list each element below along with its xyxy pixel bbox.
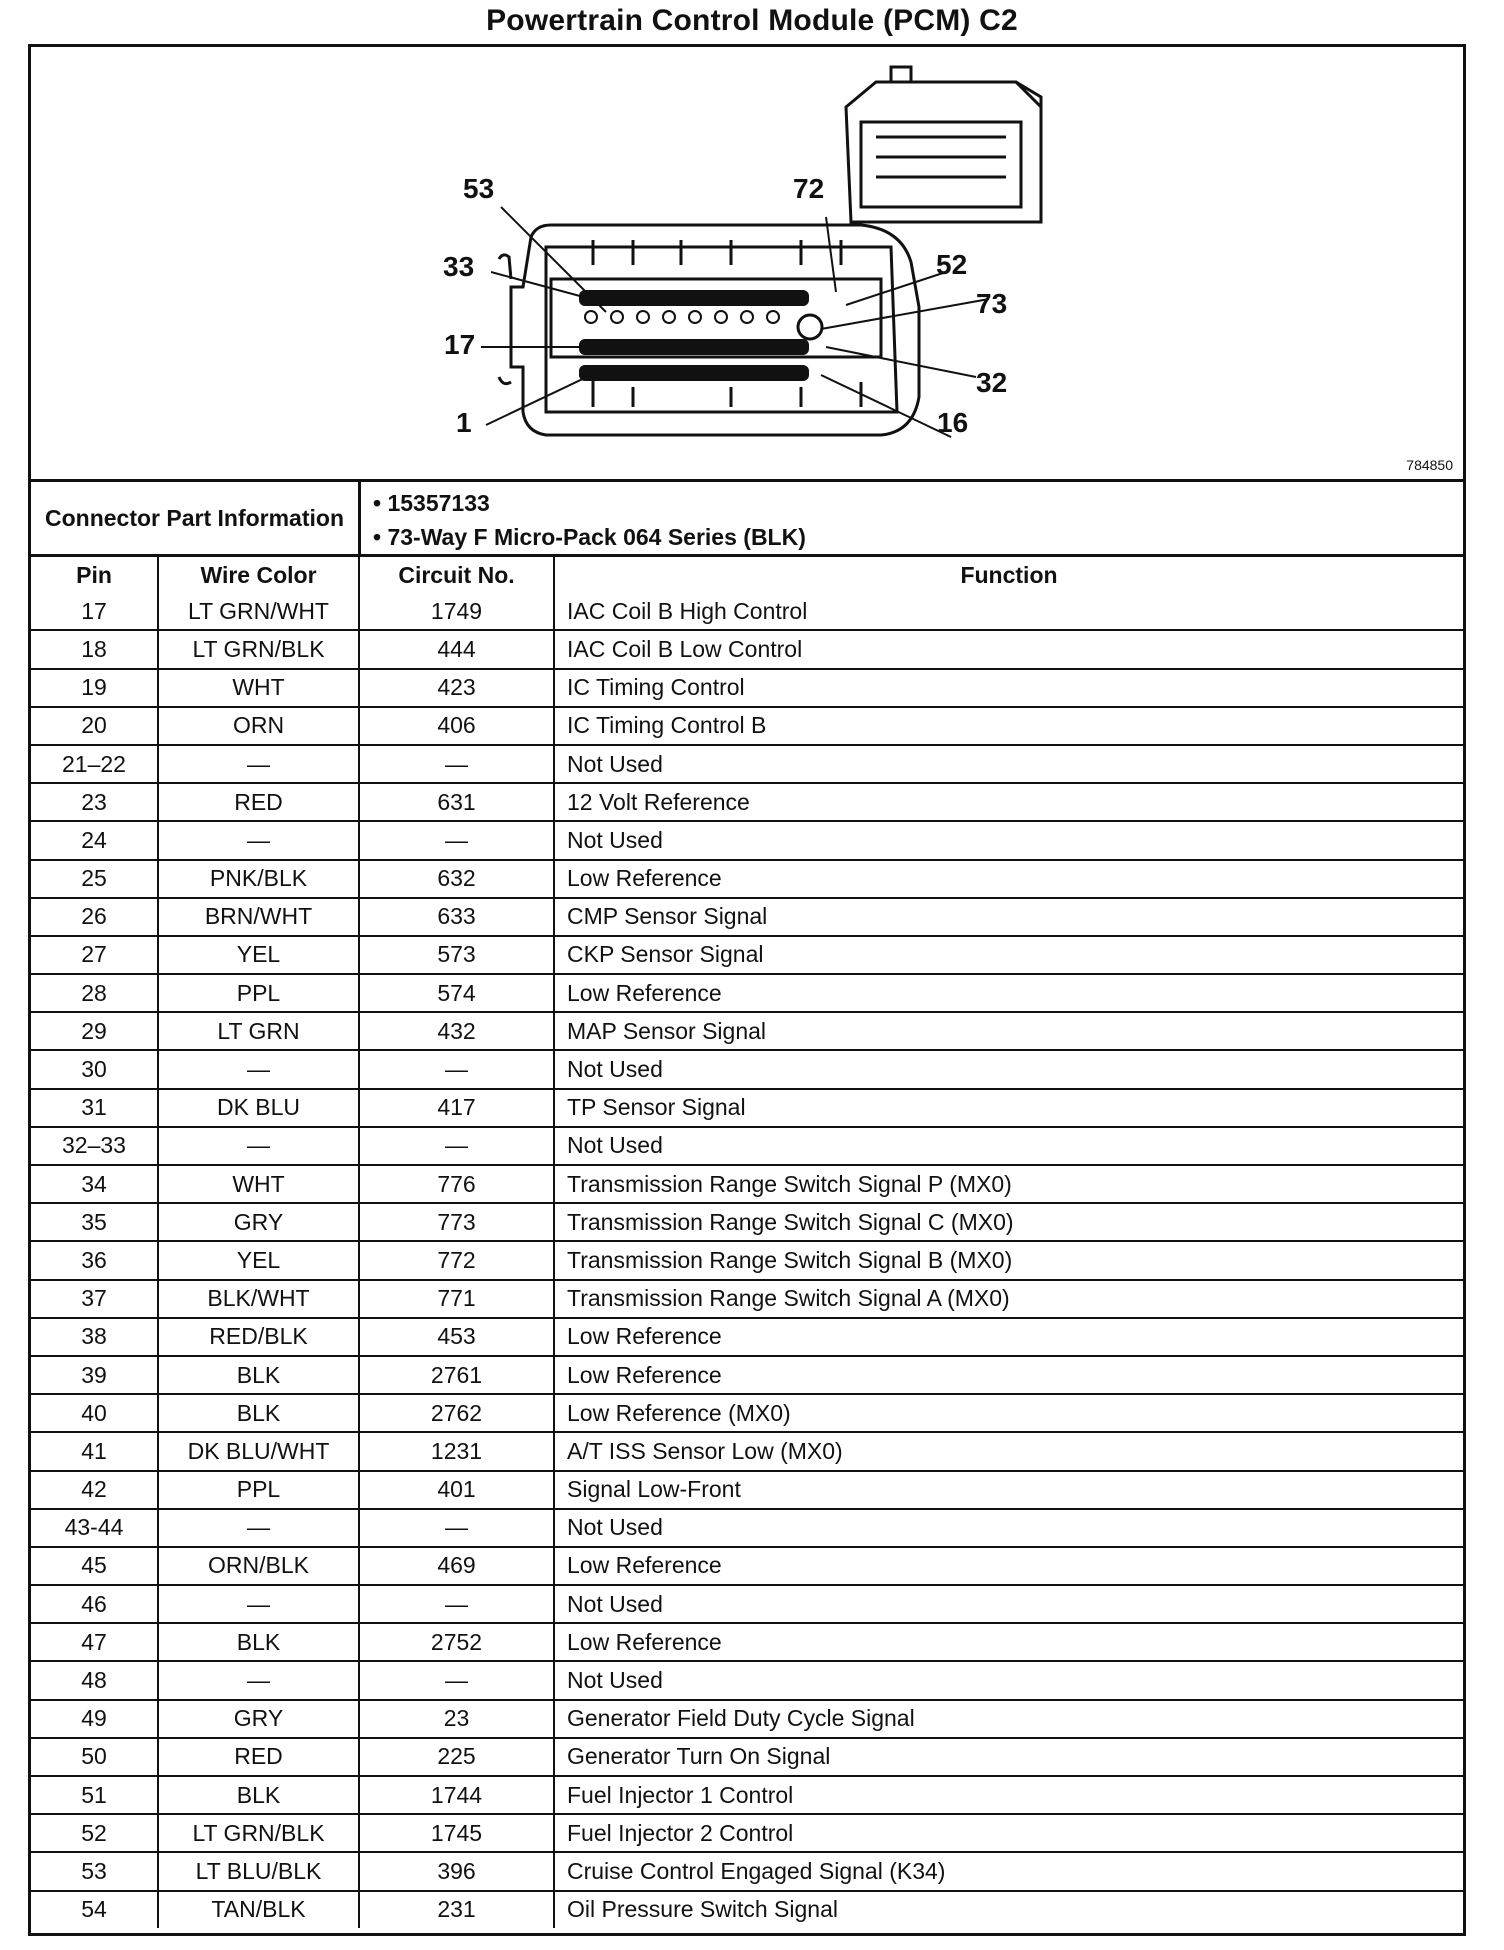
cell-wire-color: LT GRN/WHT — [158, 593, 359, 630]
cell-circuit-no: 1749 — [359, 593, 554, 630]
header-wire-color: Wire Color — [158, 557, 359, 593]
cell-function: Transmission Range Switch Signal C (MX0) — [554, 1203, 1463, 1241]
cell-pin: 29 — [31, 1012, 158, 1050]
table-row — [31, 1471, 1463, 1509]
cell-function: Not Used — [554, 1661, 1463, 1699]
cell-wire-color: — — [158, 1661, 359, 1699]
table-row — [31, 974, 1463, 1012]
cell-pin: 23 — [31, 783, 158, 821]
table-row — [31, 1623, 1463, 1661]
table-row — [31, 1203, 1463, 1241]
cell-function: MAP Sensor Signal — [554, 1012, 1463, 1050]
table-row — [31, 1127, 1463, 1165]
cell-circuit-no: 23 — [359, 1700, 554, 1738]
cell-function: Not Used — [554, 745, 1463, 783]
pin-label-73: 73 — [976, 288, 1008, 319]
cell-wire-color: LT GRN — [158, 1012, 359, 1050]
page-title: Powertrain Control Module (PCM) C2 — [486, 4, 1018, 37]
cell-circuit-no: 225 — [359, 1738, 554, 1776]
table-row — [31, 745, 1463, 783]
cell-function: Low Reference — [554, 860, 1463, 898]
cell-function: Transmission Range Switch Signal B (MX0) — [554, 1241, 1463, 1279]
cell-pin: 30 — [31, 1050, 158, 1088]
connector-diagram — [31, 47, 1463, 482]
table-row — [31, 669, 1463, 707]
cell-function: IAC Coil B Low Control — [554, 630, 1463, 668]
cell-wire-color: — — [158, 821, 359, 859]
cell-wire-color: LT GRN/BLK — [158, 1814, 359, 1852]
cell-function: TP Sensor Signal — [554, 1089, 1463, 1127]
header-circuit-no: Circuit No. — [359, 557, 554, 593]
cell-pin: 18 — [31, 630, 158, 668]
cell-function: Low Reference — [554, 1356, 1463, 1394]
cell-circuit-no: 432 — [359, 1012, 554, 1050]
cell-circuit-no: — — [359, 745, 554, 783]
cell-wire-color: BLK — [158, 1356, 359, 1394]
cell-function: Fuel Injector 2 Control — [554, 1814, 1463, 1852]
cell-circuit-no: 453 — [359, 1318, 554, 1356]
cell-circuit-no: 444 — [359, 630, 554, 668]
cell-pin: 27 — [31, 936, 158, 974]
table-row — [31, 1089, 1463, 1127]
cell-wire-color: TAN/BLK — [158, 1891, 359, 1928]
cell-circuit-no: — — [359, 1050, 554, 1088]
cell-circuit-no: 231 — [359, 1891, 554, 1928]
cell-circuit-no: 469 — [359, 1547, 554, 1585]
cell-function: Not Used — [554, 821, 1463, 859]
cell-pin: 32–33 — [31, 1127, 158, 1165]
table-row — [31, 1012, 1463, 1050]
cell-pin: 46 — [31, 1585, 158, 1623]
cell-pin: 17 — [31, 593, 158, 630]
pin-label-52: 52 — [936, 249, 968, 280]
cell-pin: 21–22 — [31, 745, 158, 783]
cell-wire-color: DK BLU — [158, 1089, 359, 1127]
document-frame — [28, 44, 1466, 1936]
table-row — [31, 1241, 1463, 1279]
table-row — [31, 1661, 1463, 1699]
table-row — [31, 1432, 1463, 1470]
cell-circuit-no: 2761 — [359, 1356, 554, 1394]
cell-function: Low Reference — [554, 1547, 1463, 1585]
cell-function: Generator Field Duty Cycle Signal — [554, 1700, 1463, 1738]
cell-wire-color: — — [158, 1050, 359, 1088]
cell-pin: 54 — [31, 1891, 158, 1928]
cell-circuit-no: — — [359, 1661, 554, 1699]
cell-circuit-no: 1745 — [359, 1814, 554, 1852]
cell-circuit-no: 2752 — [359, 1623, 554, 1661]
cell-pin: 53 — [31, 1852, 158, 1890]
cell-pin: 20 — [31, 707, 158, 745]
cell-pin: 51 — [31, 1776, 158, 1814]
cell-wire-color: RED — [158, 783, 359, 821]
table-row — [31, 898, 1463, 936]
table-row — [31, 1891, 1463, 1928]
cell-wire-color: RED/BLK — [158, 1318, 359, 1356]
cell-function: Low Reference — [554, 1318, 1463, 1356]
cell-pin: 37 — [31, 1280, 158, 1318]
cell-wire-color: DK BLU/WHT — [158, 1432, 359, 1470]
cell-wire-color: YEL — [158, 1241, 359, 1279]
cell-wire-color: BRN/WHT — [158, 898, 359, 936]
cell-wire-color: YEL — [158, 936, 359, 974]
connector-info-list — [373, 486, 806, 554]
table-row — [31, 1738, 1463, 1776]
pin-label-33: 33 — [443, 251, 475, 282]
cell-circuit-no: 1744 — [359, 1776, 554, 1814]
cell-wire-color: — — [158, 745, 359, 783]
cell-pin: 48 — [31, 1661, 158, 1699]
connector-description: • 73-Way F Micro-Pack 064 Series (BLK) — [373, 524, 806, 550]
cell-wire-color: WHT — [158, 1165, 359, 1203]
cell-pin: 39 — [31, 1356, 158, 1394]
pin-label-53: 53 — [463, 173, 495, 204]
cell-function: CMP Sensor Signal — [554, 898, 1463, 936]
cell-pin: 26 — [31, 898, 158, 936]
cell-circuit-no: 1231 — [359, 1432, 554, 1470]
cell-wire-color: LT BLU/BLK — [158, 1852, 359, 1890]
cell-pin: 19 — [31, 669, 158, 707]
header-function: Function — [554, 557, 1463, 593]
cell-wire-color: — — [158, 1509, 359, 1547]
cell-function: Not Used — [554, 1585, 1463, 1623]
cell-function: Not Used — [554, 1127, 1463, 1165]
cell-circuit-no: 772 — [359, 1241, 554, 1279]
cell-function: Transmission Range Switch Signal A (MX0) — [554, 1280, 1463, 1318]
cell-circuit-no: 633 — [359, 898, 554, 936]
cell-circuit-no: 773 — [359, 1203, 554, 1241]
cell-function: Oil Pressure Switch Signal — [554, 1891, 1463, 1928]
cell-pin: 49 — [31, 1700, 158, 1738]
cell-function: Generator Turn On Signal — [554, 1738, 1463, 1776]
table-row — [31, 1509, 1463, 1547]
table-row — [31, 1547, 1463, 1585]
cell-pin: 28 — [31, 974, 158, 1012]
table-row — [31, 1852, 1463, 1890]
cell-wire-color: PPL — [158, 1471, 359, 1509]
cell-wire-color: — — [158, 1127, 359, 1165]
cell-wire-color: PPL — [158, 974, 359, 1012]
cell-wire-color: BLK — [158, 1776, 359, 1814]
cell-circuit-no: 406 — [359, 707, 554, 745]
cell-pin: 50 — [31, 1738, 158, 1776]
cell-function: IAC Coil B High Control — [554, 593, 1463, 630]
cell-circuit-no: 401 — [359, 1471, 554, 1509]
cell-wire-color: — — [158, 1585, 359, 1623]
table-row — [31, 1280, 1463, 1318]
table-row — [31, 1356, 1463, 1394]
cell-function: 12 Volt Reference — [554, 783, 1463, 821]
cell-pin: 52 — [31, 1814, 158, 1852]
connector-drawing — [31, 47, 1463, 479]
cell-pin: 35 — [31, 1203, 158, 1241]
header-pin: Pin — [31, 557, 158, 593]
pin-label-32: 32 — [976, 367, 1008, 398]
cell-circuit-no: 776 — [359, 1165, 554, 1203]
cell-pin: 43-44 — [31, 1509, 158, 1547]
connector-part-information — [31, 482, 1463, 557]
cell-function: IC Timing Control — [554, 669, 1463, 707]
cell-function: Cruise Control Engaged Signal (K34) — [554, 1852, 1463, 1890]
pinout-table-body — [31, 593, 1463, 1928]
cell-circuit-no: 632 — [359, 860, 554, 898]
table-row — [31, 630, 1463, 668]
table-row — [31, 1165, 1463, 1203]
table-row — [31, 821, 1463, 859]
table-row — [31, 783, 1463, 821]
cell-function: Transmission Range Switch Signal P (MX0) — [554, 1165, 1463, 1203]
table-row — [31, 1700, 1463, 1738]
cell-pin: 47 — [31, 1623, 158, 1661]
table-row — [31, 707, 1463, 745]
cell-wire-color: LT GRN/BLK — [158, 630, 359, 668]
cell-wire-color: GRY — [158, 1700, 359, 1738]
cell-wire-color: ORN — [158, 707, 359, 745]
cell-circuit-no: 2762 — [359, 1394, 554, 1432]
cell-pin: 34 — [31, 1165, 158, 1203]
pinout-table — [31, 557, 1463, 1928]
cell-pin: 25 — [31, 860, 158, 898]
cell-circuit-no: 396 — [359, 1852, 554, 1890]
cell-pin: 42 — [31, 1471, 158, 1509]
cell-pin: 45 — [31, 1547, 158, 1585]
cell-function: IC Timing Control B — [554, 707, 1463, 745]
cell-function: Not Used — [554, 1050, 1463, 1088]
cell-pin: 36 — [31, 1241, 158, 1279]
cell-circuit-no: — — [359, 1585, 554, 1623]
table-row — [31, 936, 1463, 974]
cell-function: A/T ISS Sensor Low (MX0) — [554, 1432, 1463, 1470]
cell-function: Low Reference — [554, 1623, 1463, 1661]
cell-circuit-no: — — [359, 821, 554, 859]
cell-circuit-no: 631 — [359, 783, 554, 821]
cell-pin: 38 — [31, 1318, 158, 1356]
table-row — [31, 1585, 1463, 1623]
cell-wire-color: ORN/BLK — [158, 1547, 359, 1585]
table-row — [31, 1814, 1463, 1852]
table-header-row — [31, 557, 1463, 593]
cell-circuit-no: 423 — [359, 669, 554, 707]
cell-circuit-no: 417 — [359, 1089, 554, 1127]
cell-wire-color: BLK — [158, 1623, 359, 1661]
table-row — [31, 1394, 1463, 1432]
table-row — [31, 593, 1463, 630]
pin-label-72: 72 — [793, 173, 825, 204]
cell-circuit-no: 574 — [359, 974, 554, 1012]
cell-wire-color: GRY — [158, 1203, 359, 1241]
cell-circuit-no: 771 — [359, 1280, 554, 1318]
cell-circuit-no: — — [359, 1509, 554, 1547]
cell-wire-color: RED — [158, 1738, 359, 1776]
table-row — [31, 1318, 1463, 1356]
cell-function: Low Reference — [554, 974, 1463, 1012]
connector-info-label: Connector Part Information — [31, 482, 361, 554]
cell-function: Signal Low-Front — [554, 1471, 1463, 1509]
cell-wire-color: BLK/WHT — [158, 1280, 359, 1318]
cell-pin: 41 — [31, 1432, 158, 1470]
cell-function: Not Used — [554, 1509, 1463, 1547]
connector-part-number: • 15357133 — [373, 490, 490, 516]
pin-label-1: 1 — [456, 407, 472, 438]
cell-pin: 40 — [31, 1394, 158, 1432]
cell-pin: 31 — [31, 1089, 158, 1127]
cell-pin: 24 — [31, 821, 158, 859]
pin-label-16: 16 — [937, 407, 969, 438]
cell-circuit-no: — — [359, 1127, 554, 1165]
cell-circuit-no: 573 — [359, 936, 554, 974]
cell-function: Fuel Injector 1 Control — [554, 1776, 1463, 1814]
table-row — [31, 1776, 1463, 1814]
pin-label-17: 17 — [444, 329, 476, 360]
table-row — [31, 1050, 1463, 1088]
cell-wire-color: BLK — [158, 1394, 359, 1432]
table-row — [31, 860, 1463, 898]
cell-wire-color: WHT — [158, 669, 359, 707]
cell-wire-color: PNK/BLK — [158, 860, 359, 898]
cell-function: CKP Sensor Signal — [554, 936, 1463, 974]
cell-function: Low Reference (MX0) — [554, 1394, 1463, 1432]
figure-reference-number: 784850 — [1406, 457, 1453, 473]
